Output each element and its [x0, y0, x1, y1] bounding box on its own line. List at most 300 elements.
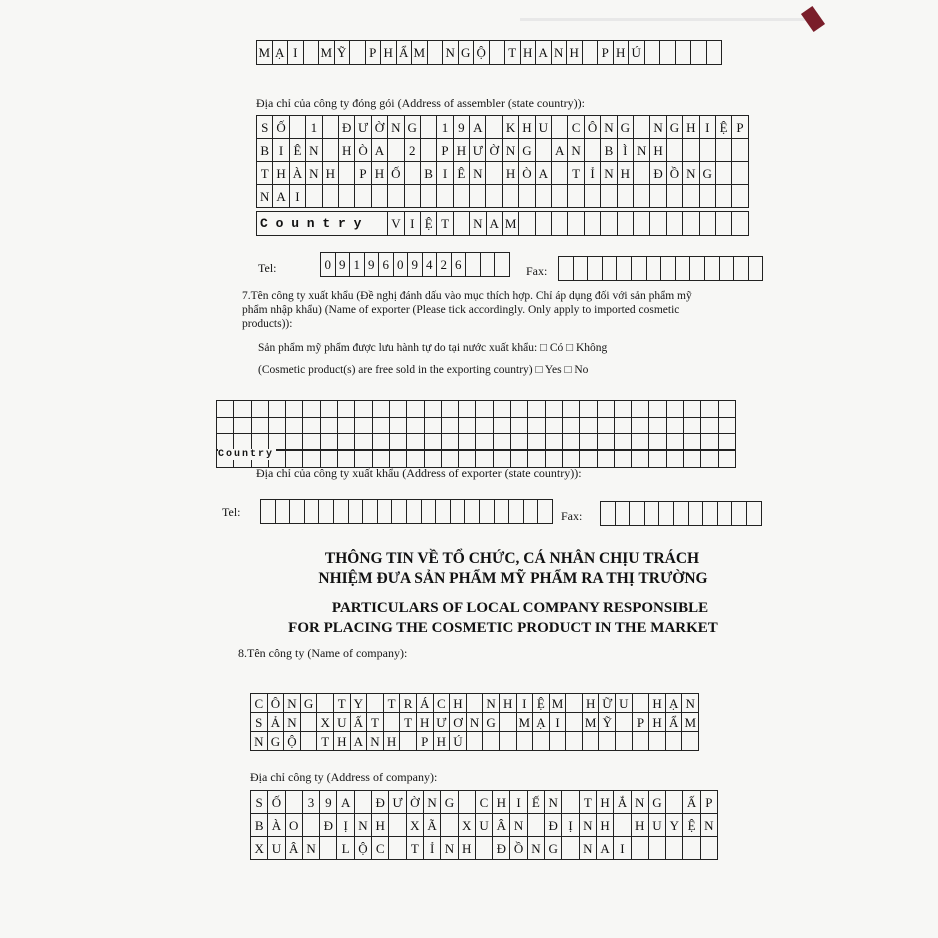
- company-address-cell: N: [580, 814, 597, 837]
- assembler-country-cell: [601, 212, 617, 236]
- product-name-cell: G: [459, 41, 475, 65]
- exporter-name-cell: [234, 401, 251, 418]
- exporter-name-cell: [528, 418, 545, 435]
- product-name-cell: N: [552, 41, 568, 65]
- assembler-address-cell: [732, 162, 748, 185]
- company-name-cell: H: [434, 732, 451, 751]
- company-name-cell: I: [550, 713, 567, 732]
- assembler-address-cell: H: [650, 139, 666, 162]
- exporter-name-cell: [598, 401, 615, 418]
- assembler-address-cell: [339, 162, 355, 185]
- company-name-cell: H: [334, 732, 351, 751]
- company-address-cell: Đ: [320, 814, 337, 837]
- exporter-tel-cell: [349, 500, 364, 524]
- exporter-name-cell: [476, 418, 493, 435]
- product-name-cell: [350, 41, 366, 65]
- exporter-name-cell: [425, 401, 442, 418]
- tel-digit-cell: [466, 253, 481, 277]
- exporter-tel-cell: [276, 500, 291, 524]
- exporter-name-cell: [373, 401, 390, 418]
- product-name-cell: [676, 41, 692, 65]
- assembler-country-cell: [552, 212, 568, 236]
- assembler-address-cell: P: [732, 116, 748, 139]
- company-name-cell: H: [500, 694, 517, 713]
- company-address-cell: N: [303, 837, 320, 860]
- assembler-address-cell: Ồ: [667, 162, 683, 185]
- assembler-address-cell: [536, 139, 552, 162]
- fax-label: Fax:: [526, 264, 548, 278]
- assembler-address-cell: [634, 185, 650, 208]
- exporter-tel-cell: [378, 500, 393, 524]
- assembler-address-cell: [388, 139, 404, 162]
- exporter-tel-label: Tel:: [222, 505, 241, 519]
- company-address-cell: Â: [286, 837, 303, 860]
- company-address-cell: À: [268, 814, 285, 837]
- company-address-cell: X: [407, 814, 424, 837]
- assembler-country-cell: T: [437, 212, 453, 236]
- company-name-cell: [566, 694, 583, 713]
- assembler-address-cell: [405, 162, 421, 185]
- exporter-name-cell: [269, 401, 286, 418]
- exporter-fax-grid: [600, 501, 762, 526]
- exporter-fax-cell: [689, 502, 704, 526]
- assembler-address-cell: N: [388, 116, 404, 139]
- company-name-cell: Ấ: [351, 713, 368, 732]
- exporter-name-cell: [580, 401, 597, 418]
- assembler-address-cell: [683, 185, 699, 208]
- company-address-cell: [649, 837, 666, 860]
- exporter-name-cell: [252, 401, 269, 418]
- company-name-cell: [301, 732, 318, 751]
- assembler-address-cell: Ì: [618, 139, 634, 162]
- assembler-address-cell: 1: [306, 116, 322, 139]
- company-address-cell: [303, 814, 320, 837]
- company-name-grid: [250, 693, 699, 751]
- company-address-cell: C: [372, 837, 389, 860]
- exporter-name-cell: [719, 418, 736, 435]
- assembler-address-cell: À: [290, 162, 306, 185]
- assembler-country-cell: [519, 212, 535, 236]
- assembler-address-cell: [486, 116, 502, 139]
- company-address-cell: Ộ: [355, 837, 372, 860]
- company-address-cell: I: [510, 791, 527, 814]
- section-heading-en-line2: FOR PLACING THE COSMETIC PRODUCT IN THE MARKET: [288, 620, 718, 636]
- company-address-cell: [286, 791, 303, 814]
- company-name-cell: Ữ: [599, 694, 616, 713]
- exporter-country-cell: [649, 450, 666, 468]
- company-name-cell: N: [284, 694, 301, 713]
- assembler-address-cell: B: [257, 139, 273, 162]
- company-name-cell: N: [284, 713, 301, 732]
- company-name-cell: [583, 732, 600, 751]
- exporter-name-cell: [286, 401, 303, 418]
- company-name-cell: Ô: [268, 694, 285, 713]
- assembler-address-cell: [667, 185, 683, 208]
- exporter-name-cell: [338, 418, 355, 435]
- company-name-cell: Ỹ: [599, 713, 616, 732]
- assembler-address-cell: I: [273, 139, 289, 162]
- exporter-name-cell: [217, 401, 234, 418]
- company-name-cell: H: [649, 694, 666, 713]
- exporter-tel-cell: [334, 500, 349, 524]
- company-address-cell: U: [476, 814, 493, 837]
- exporter-name-cell: [390, 418, 407, 435]
- company-address-cell: [562, 837, 579, 860]
- exporter-name-cell: [511, 401, 528, 418]
- fax-digit-cell: [603, 257, 618, 281]
- company-name-cell: P: [633, 713, 650, 732]
- company-name-cell: [367, 694, 384, 713]
- company-address-cell: 9: [320, 791, 337, 814]
- assembler-address-cell: [536, 185, 552, 208]
- company-address-cell: A: [337, 791, 354, 814]
- assembler-address-cell: C: [568, 116, 584, 139]
- fax-digit-cell: [647, 257, 662, 281]
- company-address-cell: [476, 837, 493, 860]
- product-name-cell: H: [614, 41, 630, 65]
- assembler-address-cell: Ố: [273, 116, 289, 139]
- tel-digit-cell: 4: [423, 253, 438, 277]
- company-name-cell: [616, 732, 633, 751]
- fax-digit-cell: [559, 257, 574, 281]
- company-address-cell: [355, 791, 372, 814]
- company-address-cell: U: [268, 837, 285, 860]
- exporter-tel-cell: [495, 500, 510, 524]
- free-sold-vn: Sản phẩm mỹ phẩm được lưu hành tự do tại nước xuất khẩu: □ Có □ Không: [258, 342, 608, 354]
- exporter-name-cell: [701, 401, 718, 418]
- company-name-cell: [633, 694, 650, 713]
- assembler-address-cell: [437, 185, 453, 208]
- exporter-tel-cell: [538, 500, 553, 524]
- exporter-name-cell: [355, 418, 372, 435]
- company-address-cell: G: [545, 837, 562, 860]
- assembler-address-cell: N: [650, 116, 666, 139]
- exporter-name-cell: [719, 401, 736, 418]
- tel-grid: [320, 252, 510, 277]
- assembler-address-cell: N: [601, 116, 617, 139]
- assembler-address-cell: G: [405, 116, 421, 139]
- exporter-name-cell: [338, 401, 355, 418]
- exporter-country-cell: [580, 450, 597, 468]
- company-name-cell: N: [367, 732, 384, 751]
- company-name-cell: U: [616, 694, 633, 713]
- exporter-name-cell: [632, 418, 649, 435]
- exporter-tel-cell: [261, 500, 276, 524]
- company-address-cell: Đ: [493, 837, 510, 860]
- company-address-cell: [528, 814, 545, 837]
- company-address-cell: [666, 837, 683, 860]
- exporter-tel-cell: [319, 500, 334, 524]
- company-name-cell: H: [583, 694, 600, 713]
- fax-grid: [558, 256, 763, 281]
- product-name-cell: M: [412, 41, 428, 65]
- company-address-cell: H: [372, 814, 389, 837]
- company-address-cell: H: [459, 837, 476, 860]
- product-name-cell: T: [505, 41, 521, 65]
- product-name-cell: P: [598, 41, 614, 65]
- assembler-country-cell: N: [470, 212, 486, 236]
- exporter-tel-cell: [290, 500, 305, 524]
- exporter-tel-grid: [260, 499, 553, 524]
- assembler-address-cell: H: [519, 116, 535, 139]
- company-address-label: Địa chỉ công ty (Address of company):: [250, 770, 438, 784]
- company-name-cell: Ệ: [533, 694, 550, 713]
- exporter-tel-cell: [509, 500, 524, 524]
- exporter-name-cell: [269, 418, 286, 435]
- product-name-cell: H: [567, 41, 583, 65]
- company-address-cell: [666, 791, 683, 814]
- assembler-address-cell: I: [700, 116, 716, 139]
- exporter-title-line3: products)):: [242, 318, 293, 330]
- assembler-country-cell: [454, 212, 470, 236]
- company-name-cell: [550, 732, 567, 751]
- exporter-name-cell: [217, 418, 234, 435]
- exporter-name-cell: [390, 401, 407, 418]
- assembler-address-cell: S: [257, 116, 273, 139]
- assembler-address-cell: G: [519, 139, 535, 162]
- company-address-cell: N: [510, 814, 527, 837]
- fax-digit-cell: [676, 257, 691, 281]
- section-heading-vn-line1: THÔNG TIN VỀ TỔ CHỨC, CÁ NHÂN CHỊU TRÁCH: [324, 550, 700, 567]
- assembler-address-cell: Ư: [355, 116, 371, 139]
- fax-digit-cell: [574, 257, 589, 281]
- company-address-cell: Ờ: [407, 791, 424, 814]
- company-name-cell: [649, 732, 666, 751]
- assembler-address-cell: Đ: [339, 116, 355, 139]
- company-name-cell: X: [317, 713, 334, 732]
- exporter-country-cell: [615, 450, 632, 468]
- product-name-cell: [428, 41, 444, 65]
- assembler-address-cell: 1: [437, 116, 453, 139]
- assembler-address-cell: [585, 139, 601, 162]
- assembler-address-cell: Ò: [355, 139, 371, 162]
- assembler-address-cell: Ô: [585, 116, 601, 139]
- company-address-grid: [250, 790, 718, 860]
- exporter-name-cell: [286, 418, 303, 435]
- assembler-address-cell: N: [568, 139, 584, 162]
- exporter-name-cell: [442, 418, 459, 435]
- company-name-cell: [599, 732, 616, 751]
- assembler-address-cell: [667, 139, 683, 162]
- company-address-cell: Ố: [268, 791, 285, 814]
- company-name-cell: Á: [417, 694, 434, 713]
- company-name-cell: S: [251, 713, 268, 732]
- company-name-cell: H: [649, 713, 666, 732]
- company-name-cell: [317, 694, 334, 713]
- exporter-name-cell: [442, 401, 459, 418]
- exporter-name-grid: [216, 400, 736, 451]
- company-address-cell: N: [355, 814, 372, 837]
- company-name-cell: H: [384, 732, 401, 751]
- assembler-address-cell: [634, 116, 650, 139]
- product-name-cell: H: [381, 41, 397, 65]
- company-address-cell: N: [528, 837, 545, 860]
- free-sold-en: (Cosmetic product(s) are free sold in the exporting country) □ Yes □ No: [258, 364, 589, 376]
- exporter-name-cell: [355, 401, 372, 418]
- exporter-name-cell: [321, 418, 338, 435]
- company-name-cell: Ư: [434, 713, 451, 732]
- company-name-cell: [467, 732, 484, 751]
- company-address-cell: Ệ: [683, 814, 700, 837]
- company-name-cell: [301, 713, 318, 732]
- product-name-cell: A: [536, 41, 552, 65]
- company-address-cell: Ị: [562, 814, 579, 837]
- exporter-country-cell: [701, 450, 718, 468]
- exporter-fax-cell: [659, 502, 674, 526]
- assembler-address-cell: T: [257, 162, 273, 185]
- company-name-cell: I: [517, 694, 534, 713]
- exporter-name-cell: [632, 401, 649, 418]
- red-corner-mark: [801, 6, 825, 32]
- assembler-address-cell: [716, 162, 732, 185]
- company-name-cell: N: [251, 732, 268, 751]
- product-name-cell: [691, 41, 707, 65]
- exporter-tel-cell: [305, 500, 320, 524]
- assembler-address-cell: [568, 185, 584, 208]
- product-name-cell: [304, 41, 320, 65]
- company-address-cell: Ã: [424, 814, 441, 837]
- assembler-address-cell: [290, 116, 306, 139]
- assembler-address-cell: [552, 116, 568, 139]
- company-address-cell: 3: [303, 791, 320, 814]
- assembler-country-cell: [683, 212, 699, 236]
- assembler-address-cell: [683, 139, 699, 162]
- fax-digit-cell: [632, 257, 647, 281]
- company-address-cell: Đ: [372, 791, 389, 814]
- company-address-cell: [441, 814, 458, 837]
- exporter-country-label: Country: [218, 449, 275, 460]
- exporter-fax-cell: [630, 502, 645, 526]
- tel-digit-cell: 6: [379, 253, 394, 277]
- exporter-name-cell: [494, 401, 511, 418]
- company-address-cell: N: [580, 837, 597, 860]
- fax-digit-cell: [734, 257, 749, 281]
- assembler-address-cell: 9: [454, 116, 470, 139]
- company-address-cell: [562, 791, 579, 814]
- company-address-cell: A: [597, 837, 614, 860]
- company-address-cell: I: [614, 837, 631, 860]
- tel-label: Tel:: [258, 261, 277, 275]
- assembler-address-label: Địa chỉ của công ty đóng gói (Address of assembler (state country)):: [256, 96, 585, 110]
- product-name-cell: P: [366, 41, 382, 65]
- assembler-address-cell: [470, 185, 486, 208]
- product-name-cell: Ú: [629, 41, 645, 65]
- assembler-address-cell: [454, 185, 470, 208]
- assembler-country-cell: Ệ: [421, 212, 437, 236]
- company-name-cell: [566, 732, 583, 751]
- assembler-address-cell: N: [503, 139, 519, 162]
- product-name-cell: [490, 41, 506, 65]
- company-name-cell: M: [682, 713, 699, 732]
- assembler-address-cell: A: [273, 185, 289, 208]
- company-address-cell: Đ: [545, 814, 562, 837]
- exporter-name-cell: [615, 418, 632, 435]
- assembler-country-cell: [618, 212, 634, 236]
- assembler-address-cell: [355, 185, 371, 208]
- exporter-name-cell: [546, 401, 563, 418]
- assembler-address-cell: Ê: [454, 162, 470, 185]
- tel-digit-cell: 0: [394, 253, 409, 277]
- exporter-title-line1: 7.Tên công ty xuất khẩu (Đề nghị đánh dấu vào mục thích hợp. Chỉ áp dụng đối với sản phẩm mỹ: [242, 290, 692, 302]
- assembler-address-cell: [700, 185, 716, 208]
- product-name-cell: Ỹ: [335, 41, 351, 65]
- company-name-cell: H: [417, 713, 434, 732]
- tel-digit-cell: 9: [336, 253, 351, 277]
- company-name-cell: T: [400, 713, 417, 732]
- company-name-cell: M: [583, 713, 600, 732]
- company-address-cell: H: [597, 791, 614, 814]
- assembler-address-cell: [421, 116, 437, 139]
- company-address-cell: L: [337, 837, 354, 860]
- assembler-address-cell: I: [437, 162, 453, 185]
- company-address-cell: C: [476, 791, 493, 814]
- assembler-address-cell: N: [257, 185, 273, 208]
- company-name-cell: Ạ: [666, 694, 683, 713]
- assembler-country-cell: [585, 212, 601, 236]
- company-address-cell: N: [701, 814, 718, 837]
- assembler-address-cell: Ệ: [716, 116, 732, 139]
- exporter-name-cell: [407, 401, 424, 418]
- exporter-name-cell: [494, 418, 511, 435]
- exporter-name-cell: [684, 401, 701, 418]
- assembler-address-cell: A: [536, 162, 552, 185]
- company-name-cell: G: [483, 713, 500, 732]
- company-name-cell: G: [301, 694, 318, 713]
- exporter-name-cell: [667, 401, 684, 418]
- assembler-address-cell: A: [552, 139, 568, 162]
- exporter-tel-cell: [422, 500, 437, 524]
- company-address-cell: [632, 837, 649, 860]
- company-name-cell: [566, 713, 583, 732]
- exporter-tel-cell: [451, 500, 466, 524]
- assembler-address-cell: 2: [405, 139, 421, 162]
- assembler-address-cell: Ờ: [372, 116, 388, 139]
- exporter-tel-cell: [436, 500, 451, 524]
- company-address-cell: N: [441, 837, 458, 860]
- company-address-cell: [389, 814, 406, 837]
- company-address-cell: [389, 837, 406, 860]
- company-name-cell: N: [467, 713, 484, 732]
- company-address-cell: X: [251, 837, 268, 860]
- exporter-name-cell: [459, 401, 476, 418]
- company-name-cell: [500, 713, 517, 732]
- company-address-cell: T: [580, 791, 597, 814]
- assembler-address-cell: H: [454, 139, 470, 162]
- company-address-cell: H: [632, 814, 649, 837]
- exporter-country-cell: [667, 450, 684, 468]
- company-name-cell: T: [317, 732, 334, 751]
- tel-digit-cell: 1: [350, 253, 365, 277]
- company-name-cell: M: [550, 694, 567, 713]
- assembler-country-cell: M: [503, 212, 519, 236]
- fax-digit-cell: [661, 257, 676, 281]
- assembler-country-label: C o u n t r y: [257, 212, 388, 236]
- company-address-cell: Ị: [337, 814, 354, 837]
- assembler-address-cell: [323, 116, 339, 139]
- assembler-country-cell: [536, 212, 552, 236]
- assembler-address-cell: Ê: [290, 139, 306, 162]
- company-address-cell: Ắ: [614, 791, 631, 814]
- exporter-tel-cell: [363, 500, 378, 524]
- assembler-address-grid: [256, 115, 749, 208]
- assembler-address-cell: H: [323, 162, 339, 185]
- exporter-name-cell: [252, 418, 269, 435]
- assembler-address-cell: N: [634, 139, 650, 162]
- company-name-cell: [400, 732, 417, 751]
- company-name-cell: [533, 732, 550, 751]
- company-address-cell: G: [441, 791, 458, 814]
- company-name-cell: C: [251, 694, 268, 713]
